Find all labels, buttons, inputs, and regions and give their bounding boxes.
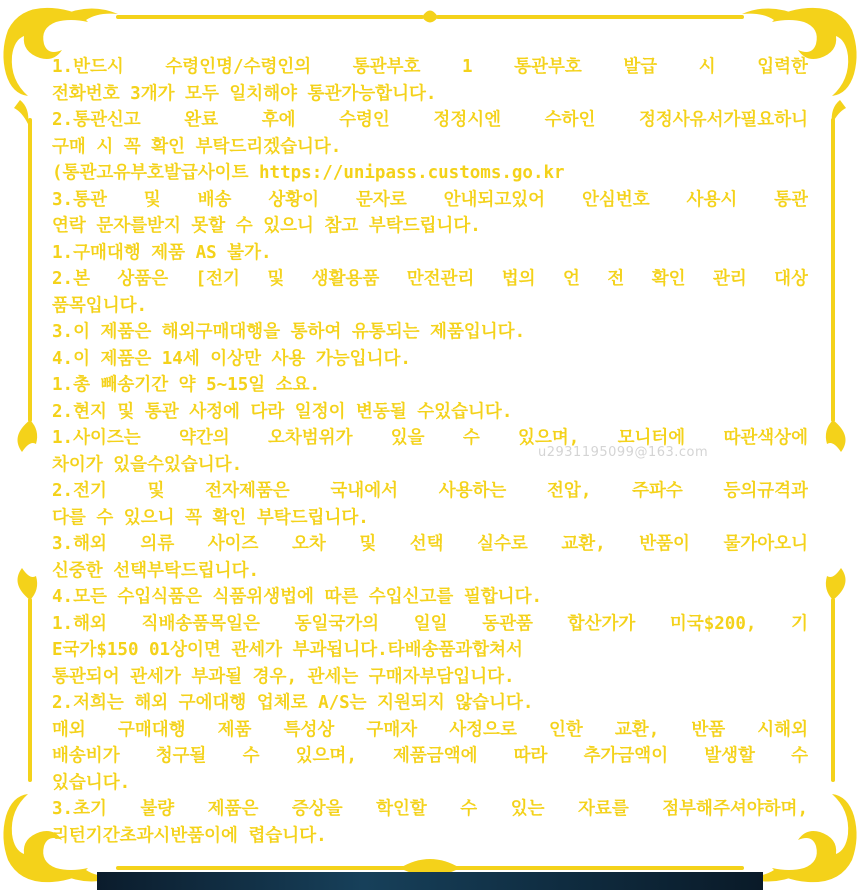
notice-line: 2.전기 및 전자제품은 국내에서 사용하는 전압, 주파수 등의규격과 — [52, 481, 808, 501]
notice-line: 다를 수 있으니 꼭 확인 부탁드립니다. — [52, 507, 369, 528]
notice-line: 배송비가 청구될 수 있으며, 제품금액에 따라 추가금액이 발생할 수 — [52, 746, 808, 766]
notice-line: 통관되어 관세가 부과될 경우, 관세는 구매자부담입니다. — [52, 666, 515, 687]
notice-line: (통관고유부호발급사이트 https://unipass.customs.go.kr — [52, 163, 565, 183]
notice-line: 2.통관신고 완료 후에 수령인 정정시엔 수하인 정정사유서가필요하니 — [52, 110, 808, 130]
notice-line: 품목입니다. — [52, 295, 148, 316]
notice-line: 4.모든 수입식품은 식품위생법에 따른 수입신고를 필합니다. — [52, 587, 543, 607]
notice-line: 구매 시 꼭 확인 부탁드리겠습니다. — [52, 136, 342, 157]
notice-line: 매외 구매대행 제품 특성상 구매자 사정으로 인한 교환, 반품 시해외 — [52, 719, 808, 740]
notice-line: 2.본 상품은 [전기 및 생활용품 만전관리 법의 언 전 확인 관리 대상 — [52, 269, 808, 289]
notice-line: 3.해외 의류 사이즈 오차 및 선택 실수로 교환, 반품이 물가아오니 — [52, 534, 808, 554]
side-scroll-right-upper — [826, 420, 846, 452]
notice-line: 신중한 선택부탁드립니다. — [52, 560, 260, 581]
notice-line: 1.사이즈는 약간의 오차범위가 있을 수 있으며, 모니터에 따관색상에 — [52, 428, 808, 448]
notice-line: 4.이 제품은 14세 이상만 사용 가능입니다. — [52, 348, 411, 369]
notice-line: 2.현지 및 통관 사정에 다라 일정이 변동될 수있습니다. — [52, 401, 513, 422]
notice-line: 연락 문자를받지 못할 수 있으니 참고 부탁드립니다. — [52, 216, 481, 236]
notice-line: 2.저희는 해외 구에대행 업체로 A/S는 지원되지 않습니다. — [52, 693, 534, 713]
notice-line: 차이가 있을수있습니다. — [52, 454, 243, 475]
notice-line: 1.구매대행 제품 AS 불가. — [52, 242, 272, 263]
notice-line: 3.초기 불량 제품은 증상을 학인할 수 있는 자료를 점부해주셔야하며, — [52, 799, 808, 819]
notice-line: 1.반드시 수령인명/수령인의 통관부호 1 통관부호 발급 시 입력한 — [52, 57, 808, 77]
watermark: u2931195099@163.com — [538, 445, 709, 460]
notice-line: 리턴기간초과시반품이에 렵습니다. — [52, 825, 327, 846]
notice-line: 1.해외 직배송품목일은 동일국가의 일일 동관품 합산가가 미국$200, 기 — [52, 613, 808, 634]
side-scroll-right-lower — [826, 568, 846, 600]
notice-line: 전화번호 3개가 모두 일치해야 통관가능합니다. — [52, 83, 437, 104]
notice-line: 3.이 제품은 해외구매대행을 통하여 유통되는 제품입니다. — [52, 322, 526, 342]
notice-line: 3.통관 및 배송 상황이 문자로 안내되고있어 안심번호 사용시 통관 — [52, 189, 808, 210]
top-center-ornament — [422, 11, 438, 23]
side-scroll-left-upper — [18, 420, 38, 452]
next-image-strip — [97, 872, 763, 890]
notice-line: 1.총 빼송기간 약 5~15일 소요. — [52, 375, 321, 395]
notice-line: 있습니다. — [52, 772, 131, 793]
side-scroll-left-lower — [18, 568, 38, 600]
notice-line: E국가$150 01상이면 관세가 부과됩니다.타배송품과합쳐서 — [52, 640, 523, 660]
